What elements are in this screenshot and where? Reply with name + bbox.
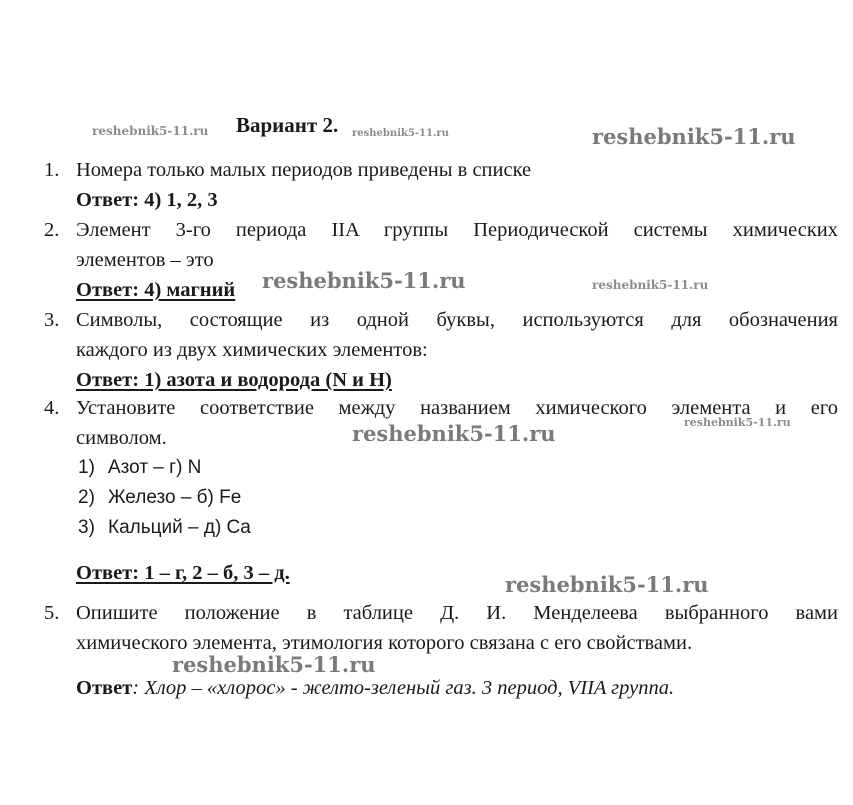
answer-label: Ответ [76,677,133,699]
watermark: reshebnik5-11.ru [352,128,449,139]
answer: Ответ: 4) магний [76,279,236,301]
list-item: 1) Азот – г) N [78,457,202,478]
question-5 [44,598,838,703]
answer-text: : Хлор – «хлорос» - желто-зеленый газ. 3 период, VIIA группа. [132,677,675,699]
watermark: reshebnik5-11.ru [92,124,209,138]
question-text-line: Элемент 3-го периода IIA группы Периодической системы химических [76,219,838,241]
list-item: 3) Кальций – д) Ca [78,517,251,538]
question-text: Номера только малых периодов приведены в списке [76,159,532,181]
question-number: 2. [44,219,60,241]
question-number: 3. [44,309,60,331]
question-number: 4. [44,397,60,419]
watermark: reshebnik5-11.ru [172,652,376,677]
question-number: 1. [44,159,60,181]
watermark: reshebnik5-11.ru [505,572,709,597]
watermark: reshebnik5-11.ru [352,421,556,446]
question-3 [44,305,838,395]
question-text-line: символом. [76,427,167,449]
question-2 [44,215,838,305]
question-4 [44,393,838,588]
question-text-line: Опишите положение в таблице Д. И. Менделеева выбранного вами [76,602,838,624]
question-text-line: химического элемента, этимология которого связана с его свойствами. [76,632,693,654]
answer: Ответ: 4) 1, 2, 3 [76,189,218,211]
answer [76,673,838,703]
watermark: reshebnik5-11.ru [592,124,796,149]
watermark: reshebnik5-11.ru [592,278,709,292]
answer: Ответ: 1 – г, 2 – б, 3 – д. [76,562,290,584]
question-text-line: элементов – это [76,249,214,271]
question-1 [44,155,838,215]
watermark: reshebnik5-11.ru [684,416,791,429]
page-title: Вариант 2. [236,113,339,137]
answer: Ответ: 1) азота и водорода (N и H) [76,369,392,391]
question-text-line: Символы, состоящие из одной буквы, используются для обозначения [76,309,838,331]
watermark: reshebnik5-11.ru [262,268,466,293]
question-text-line: Установите соответствие между названием химического элемента и его [76,397,838,419]
question-number: 5. [44,602,60,624]
question-text-line: каждого из двух химических элементов: [76,339,428,361]
list-item: 2) Железо – б) Fe [78,487,242,508]
